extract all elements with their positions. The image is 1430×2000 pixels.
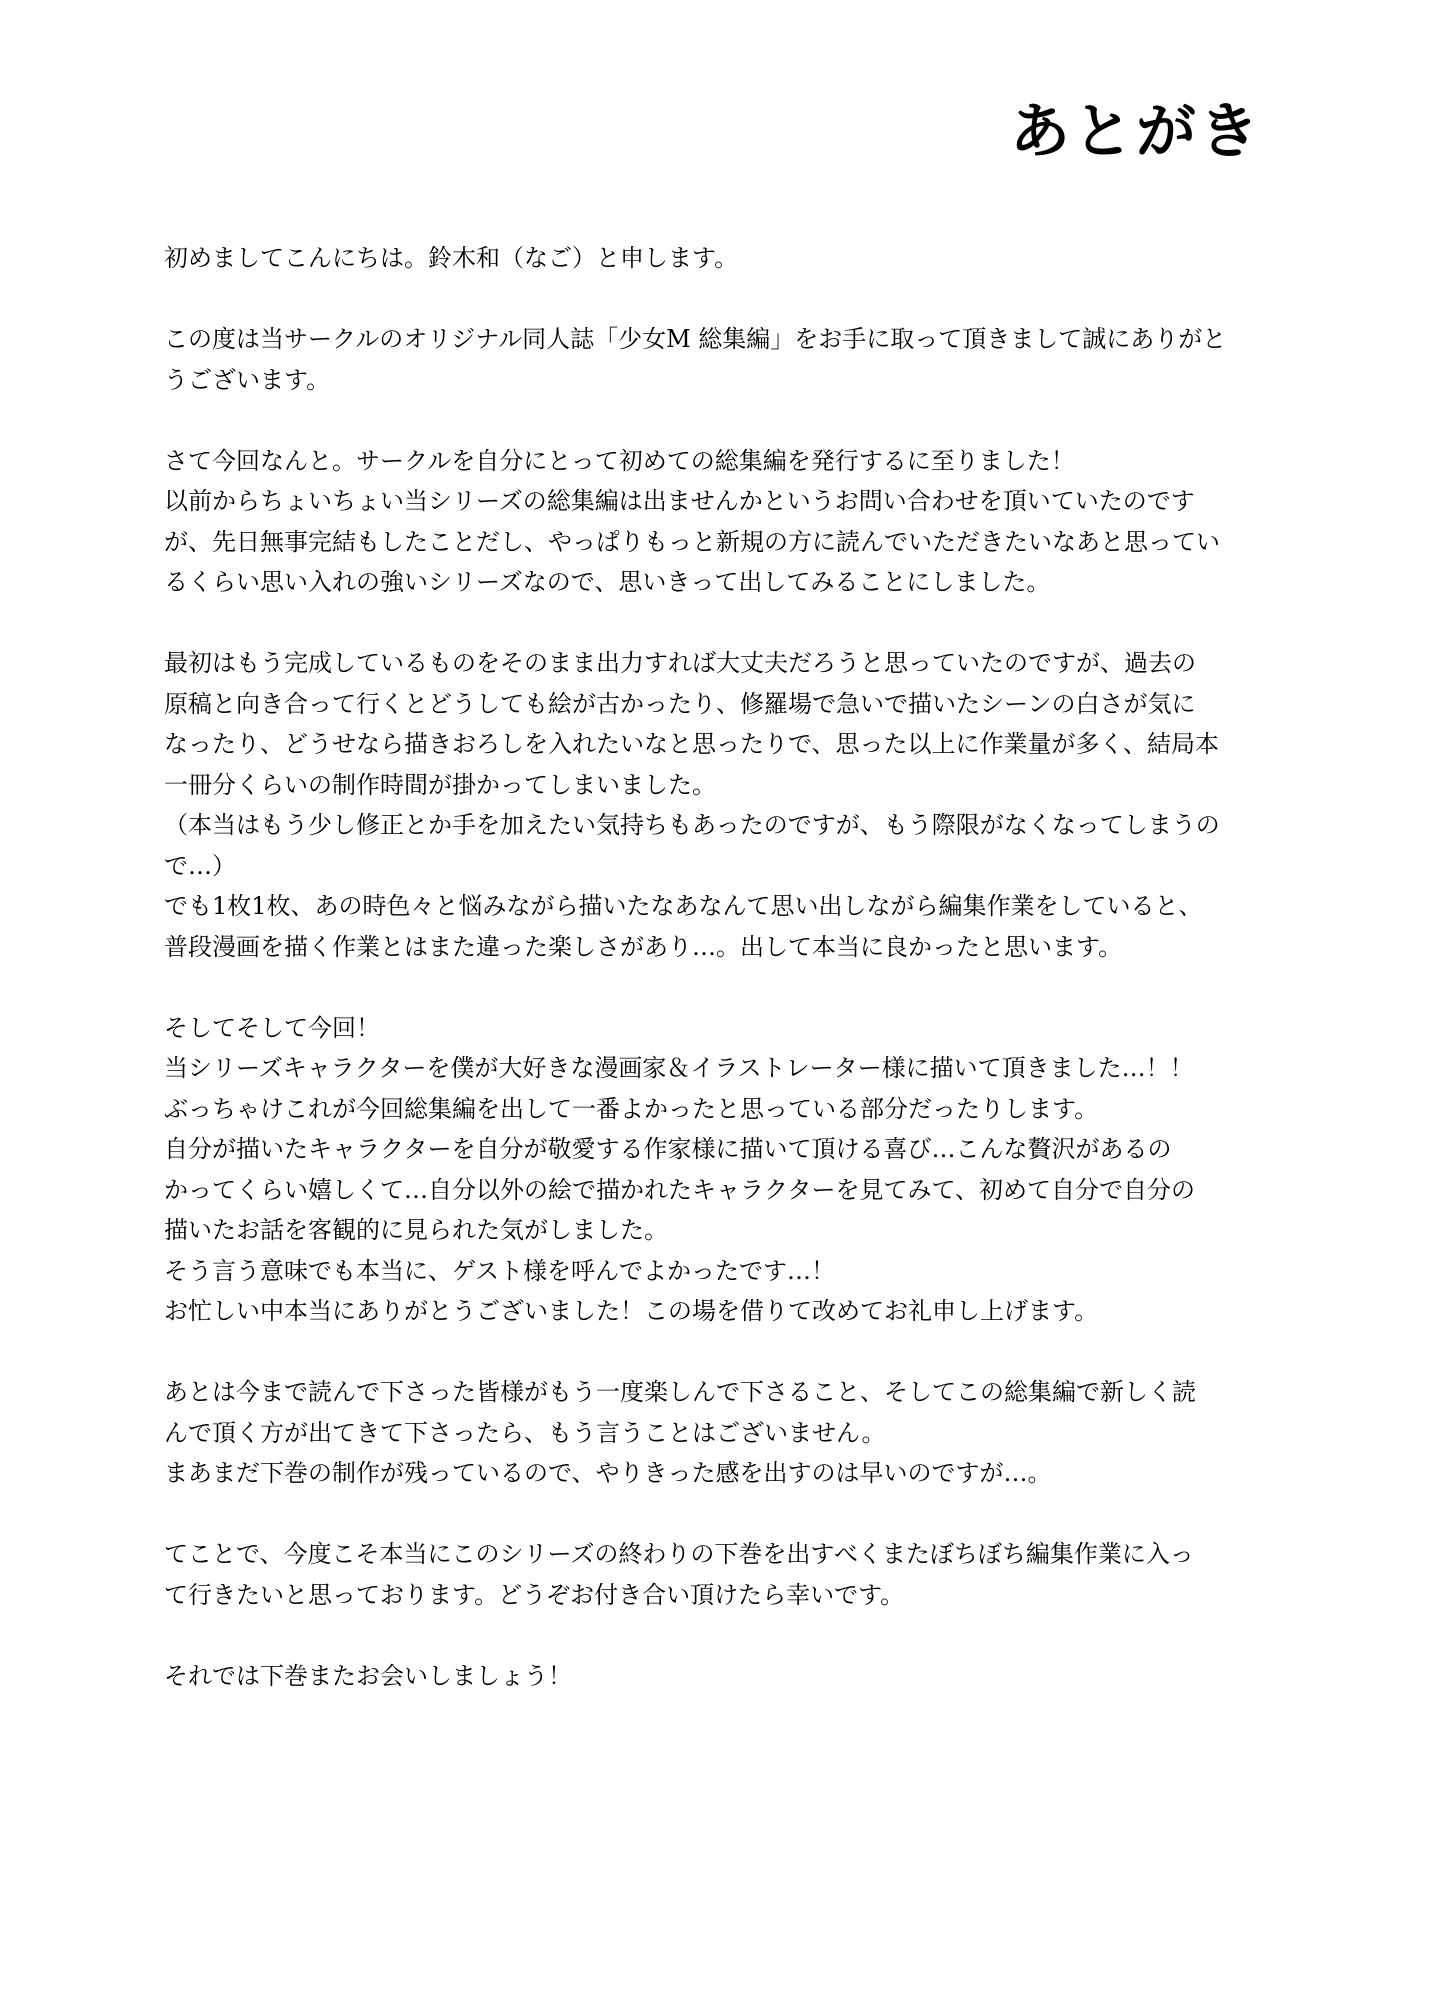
page-title: あとがき — [1010, 97, 1262, 167]
text-line: でも1枚1枚、あの時色々と悩みながら描いたなあなんて思い出しながら編集作業をしていると、 — [164, 892, 1203, 920]
text-line: 一冊分くらいの制作時間が掛かってしまいました。 — [164, 770, 716, 799]
paragraph — [164, 319, 1227, 400]
paragraph — [164, 1008, 1220, 1332]
text-line: さて今回なんと。サークルを自分にとって初めての総集編を発行するに至りました！ — [164, 446, 1075, 475]
paragraph — [164, 1656, 1220, 1697]
paragraph — [164, 238, 1220, 279]
text-line: 原稿と向き合って行くとどうしても絵が古かったり、修羅場で急いで描いたシーンの白さが気に — [164, 689, 1196, 718]
text-line: ぶっちゃけこれが今回総集編を出して一番よかったと思っている部分だったりします。 — [164, 1094, 1099, 1123]
text-line: お忙しい中本当にありがとうございました！この場を借りて改めてお礼申し上げます。 — [164, 1297, 1099, 1325]
text-line: 自分が描いたキャラクターを自分が敬愛する作家様に描いて頂ける喜び…こんな贅沢があるの — [164, 1135, 1172, 1163]
text-line: 最初はもう完成しているものをそのまま出力すれば大丈夫だろうと思っていたのですが、過去の — [164, 649, 1196, 677]
text-line: うございます。 — [164, 365, 331, 394]
text-line: かってくらい嬉しくて…自分以外の絵で描かれたキャラクターを見てみて、初めて自分で自分の — [164, 1175, 1196, 1204]
paragraph — [164, 1534, 1220, 1615]
text-line: てことで、今度こそ本当にこのシリーズの終わりの下巻を出すべくまたぼちぼち編集作業に入っ — [164, 1540, 1194, 1568]
text-line: あとは今まで読んで下さった皆様がもう一度楽しんで下さること、そしてこの総集編で新しく読 — [164, 1378, 1196, 1406]
paragraph — [164, 441, 1220, 603]
text-line: るくらい思い入れの強いシリーズなので、思いきって出してみることにしました。 — [164, 568, 1051, 596]
text-line: この度は当サークルのオリジナル同人誌「少女M 総集編」をお手に取って頂きまして誠にありがと — [164, 325, 1227, 353]
text-line: 普段漫画を描く作業とはまた違った楽しさがあり…。出して本当に良かったと思います。 — [164, 932, 1123, 961]
text-line: 描いたお話を客観的に見られた気がしました。 — [164, 1216, 668, 1244]
text-line: それでは下巻またお会いしましょう！ — [164, 1661, 572, 1690]
text-line: 以前からちょいちょい当シリーズの総集編は出ませんかというお問い合わせを頂いていたのです — [164, 487, 1195, 515]
text-line: が、先日無事完結もしたことだし、やっぱりもっと新規の方に読んでいただきたいなあと思ってい — [164, 527, 1220, 556]
text-line: （本当はもう少し修正とか手を加えたい気持ちもあったのですが、もう際限がなくなってしまうの — [164, 811, 1220, 839]
text-line: まあまだ下巻の制作が残っているので、やりきった感を出すのは早いのですが…。 — [164, 1459, 1052, 1487]
text-line: そしてそして今回！ — [164, 1013, 380, 1042]
text-line: 当シリーズキャラクターを僕が大好きな漫画家＆イラストレーター様に描いて頂きました…！！ — [164, 1054, 1194, 1082]
paragraph — [164, 1372, 1220, 1494]
text-line: 初めましてこんにちは。鈴木和（なご）と申します。 — [164, 244, 739, 272]
text-line: なったり、どうせなら描きおろしを入れたいなと思ったりで、思った以上に作業量が多く、結局本 — [164, 730, 1220, 758]
afterword-body — [164, 238, 1227, 1737]
text-line: そう言う意味でも本当に、ゲスト様を呼んでよかったです…！ — [164, 1256, 836, 1285]
text-line: んで頂く方が出てきて下さったら、もう言うことはございません。 — [164, 1418, 886, 1447]
paragraph — [164, 643, 1220, 967]
text-line: て行きたいと思っております。どうぞお付き合い頂けたら幸いです。 — [164, 1580, 905, 1609]
text-line: で…） — [164, 851, 236, 880]
